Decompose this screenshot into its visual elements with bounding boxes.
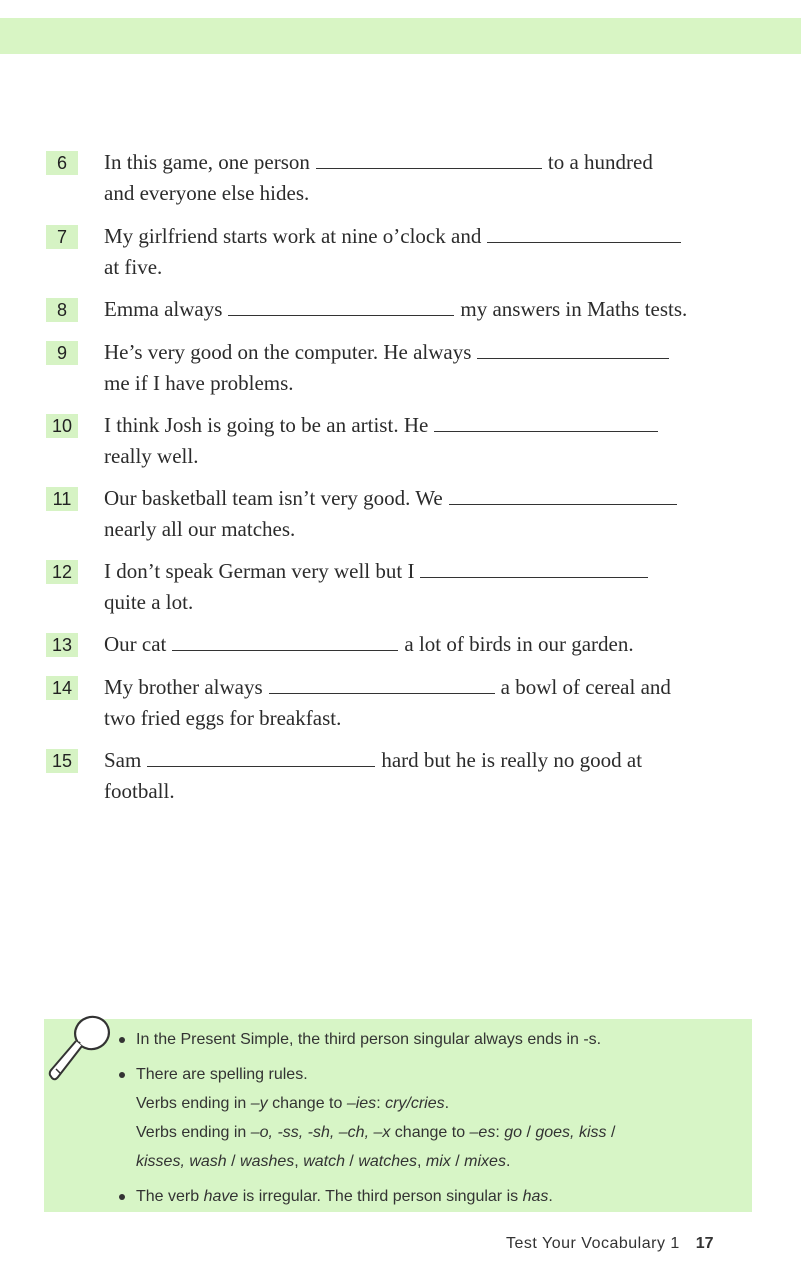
- item-text: Sam hard but he is really no good at football.: [104, 748, 643, 803]
- item-number: 6: [46, 151, 78, 175]
- item-number: 13: [46, 633, 78, 657]
- page-number: 17: [695, 1235, 714, 1252]
- item-text: Our basketball team isn’t very good. We nearly all our matches.: [104, 483, 754, 545]
- top-color-band: [0, 18, 801, 54]
- item-text: My brother always a bowl of cereal and two fried eggs for breakfast.: [104, 675, 671, 730]
- tip-item: In the Present Simple, the third person singular always ends in -s.: [116, 1025, 615, 1054]
- tips-list: [116, 1025, 615, 1217]
- item-number: 12: [46, 560, 78, 584]
- item-text: My girlfriend starts work at nine o’clock and at five.: [104, 221, 754, 283]
- item-number: 14: [46, 676, 78, 700]
- item-number: 15: [46, 749, 78, 773]
- answer-blank[interactable]: [316, 167, 542, 169]
- item-number: 9: [46, 341, 78, 365]
- spelling-rule: Verbs ending in –y change to –ies: cry/cries.: [136, 1095, 450, 1112]
- item-number: 7: [46, 225, 78, 249]
- answer-blank[interactable]: [477, 357, 669, 359]
- item-text: I don’t speak German very well but I quite a lot.: [104, 556, 754, 618]
- grammar-tip-box: [44, 1019, 752, 1212]
- item-text: In this game, one person to a hundred and everyone else hides.: [104, 150, 653, 205]
- answer-blank[interactable]: [487, 241, 681, 243]
- spelling-rule: kisses, wash / washes, watch / watches, mix / mixes.: [136, 1153, 511, 1170]
- item-text: I think Josh is going to be an artist. He really well.: [104, 410, 754, 472]
- item-number: 11: [46, 487, 78, 511]
- answer-blank[interactable]: [449, 503, 677, 505]
- item-number: 10: [46, 414, 78, 438]
- tip-item: The verb have is irregular. The third person singular is has.: [116, 1182, 615, 1211]
- item-text: He’s very good on the computer. He always me if I have problems.: [104, 337, 754, 399]
- answer-blank[interactable]: [228, 314, 454, 316]
- magnifier-icon: [48, 1011, 118, 1083]
- answer-blank[interactable]: [172, 649, 398, 651]
- answer-blank[interactable]: [434, 430, 658, 432]
- item-text: Our cat a lot of birds in our garden.: [104, 632, 634, 656]
- page-footer: [506, 1235, 714, 1255]
- tip-item: There are spelling rules. Verbs ending in –y change to –ies: cry/cries. Verbs ending in –o, -ss, -sh, –ch, –x change to –es: go / goes, kiss / kisses, wash / washes, watch / watches, mix / mixes.: [116, 1060, 615, 1176]
- item-text: Emma always my answers in Maths tests.: [104, 297, 688, 321]
- answer-blank[interactable]: [147, 765, 375, 767]
- answer-blank[interactable]: [269, 692, 495, 694]
- book-title: Test Your Vocabulary 1: [506, 1235, 680, 1252]
- answer-blank[interactable]: [420, 576, 648, 578]
- spelling-rule: Verbs ending in –o, -ss, -sh, –ch, –x change to –es: go / goes, kiss /: [136, 1124, 616, 1141]
- item-number: 8: [46, 298, 78, 322]
